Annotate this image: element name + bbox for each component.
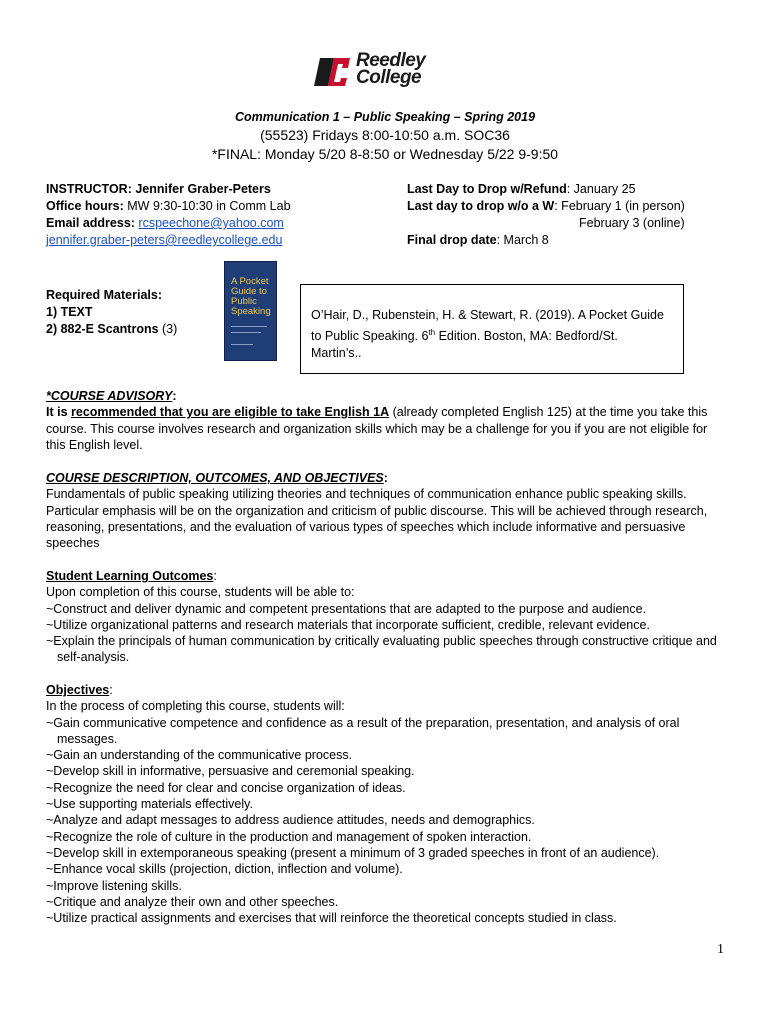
objectives: Objectives: In the process of completing this course, students will: ~Gain communicative competence and confidence as a result of the preparation, presentation, and analysis of oral messages. ~Gain an understanding of the communicative process. ~Develop skill in informative, persuasive and ceremonial speaking. ~Recognize the need for clear and concise organization of ideas. ~Use supporting materials effectively. ~Analyze and adapt messages to address audience attitudes, needs and demographics. ~Recognize the role of culture in the production and management of spoken interaction. ~Develop skill in extemporaneous speaking (present a minimum of 3 graded speeches in front of an audience). ~Enhance vocal skills (projection, diction, inflection and volume). ~Improve listening skills. ~Critique and analyze their own and other speeches. ~Utilize practical assignments and exercises that will reinforce the theoretical concepts studied in class. (46, 682, 726, 926)
list-item: ~Recognize the need for clear and concise organization of ideas. (46, 780, 406, 795)
email-link-2[interactable]: jennifer.graber-peters@reedleycollege.edu (46, 233, 283, 247)
list-item: ~Critique and analyze their own and other speeches. (46, 894, 339, 909)
list-item: ~Gain communicative competence and confidence as a result of the preparation, presentation, and analysis of oral messages. (46, 715, 680, 746)
college-logo-text (356, 52, 425, 86)
list-item: ~Improve listening skills. (46, 878, 182, 893)
final-drop-date: Final drop date: March 8 (407, 233, 549, 247)
course-schedule: (55523) Fridays 8:00-10:50 a.m. SOC36 (260, 127, 510, 143)
advisory-text: It is recommended that you are eligible to take English 1A (already completed English 125) at the time you take this course. This course involves research and organization skills which may be a challenge for you if you are not eligible for this English level. (46, 405, 708, 452)
materials-item-scantrons: 2) 882-E Scantrons (3) (46, 322, 178, 336)
textbook-citation: O’Hair, D., Rubenstein, H. & Stewart, R. (2019). A Pocket Guide to Public Speaking. 6th Edition. Boston, MA: Bedford/St. Martin’s.. (311, 308, 664, 361)
drop-refund-date: Last Day to Drop w/Refund: January 25 (407, 182, 636, 196)
logo-line-2: College (356, 67, 422, 88)
list-item: ~Use supporting materials effectively. (46, 797, 253, 812)
objectives-intro: In the process of completing this course, students will: (46, 699, 345, 714)
final-exam-info: *FINAL: Monday 5/20 8-8:50 or Wednesday 5/22 9-9:50 (211, 146, 559, 162)
drop-no-w-online: February 3 (online) (579, 216, 685, 230)
college-logo (312, 52, 462, 92)
description-heading: COURSE DESCRIPTION, OUTCOMES, AND OBJECTIVES (46, 471, 384, 485)
materials-item-text: 1) TEXT (46, 305, 93, 319)
list-item: ~Utilize organizational patterns and research materials that incorporate sufficient, credible, relevant evidence. (46, 617, 650, 632)
list-item: ~Utilize practical assignments and exercises that will reinforce the theoretical concepts studied in class. (46, 911, 617, 926)
page-number: 1 (717, 942, 724, 957)
email-row: Email address: rcspeechone@yahoo.com (46, 216, 284, 230)
list-item: ~Gain an understanding of the communicative process. (46, 748, 353, 763)
textbook-cover-title: A Pocket Guide to Public Speaking (231, 276, 271, 317)
list-item: ~Develop skill in extemporaneous speaking (present a minimum of 3 graded speeches in front of an audience). (46, 845, 660, 860)
instructor-name: INSTRUCTOR: Jennifer Graber-Peters (46, 182, 271, 196)
student-learning-outcomes: Student Learning Outcomes: Upon completion of this course, students will be able to: ~Construct and deliver dynamic and competent presentations that are adapted to the purpose and audience. ~Utilize organizational patterns and research materials that incorporate sufficient, credible, relevant evidence. ~Explain the principals of human communication by critically evaluating public speeches through constructive critique and self-analysis. (46, 568, 726, 666)
cover-line (231, 332, 261, 333)
drop-no-w-date: Last day to drop w/o a W: February 1 (in person) (407, 199, 685, 213)
textbook-cover-image (224, 261, 277, 361)
slo-intro: Upon completion of this course, students will be able to: (46, 585, 355, 600)
instructor-info (46, 181, 386, 249)
list-item: ~Enhance vocal skills (projection, diction, inflection and volume). (46, 862, 403, 877)
objectives-heading: Objectives (46, 683, 110, 697)
email-link-1[interactable]: rcspeechone@yahoo.com (138, 216, 284, 230)
materials-heading: Required Materials: (46, 288, 163, 302)
office-hours: Office hours: MW 9:30-10:30 in Comm Lab (46, 199, 291, 213)
college-logo-mark-icon (314, 56, 352, 88)
course-description: COURSE DESCRIPTION, OUTCOMES, AND OBJECTIVES: Fundamentals of public speaking utilizing theories and techniques of communication enhance public speaking skills. Particular emphasis will be on the organization and criticism of public discourse. This will be achieved through research, reasoning, presentations, and the evaluation of various types of speeches which include informative and persuasive speeches (46, 470, 726, 551)
course-advisory: *COURSE ADVISORY: It is recommended that you are eligible to take English 1A (already completed English 125) at the time you take this course. This course involves research and organization skills which may be a challenge for you if you are not eligible for this English level. (46, 388, 726, 453)
list-item: ~Analyze and adapt messages to address audience attitudes, needs and demographics. (46, 813, 535, 828)
slo-heading: Student Learning Outcomes (46, 569, 214, 583)
list-item: ~Recognize the role of culture in the production and management of spoken interaction. (46, 829, 532, 844)
drop-dates (407, 181, 737, 249)
list-item: ~Construct and deliver dynamic and competent presentations that are adapted to the purpose and audience. (46, 601, 647, 616)
description-text: Fundamentals of public speaking utilizing theories and techniques of communication enhance public speaking skills. Particular emphasis will be on the organization and criticism of public discourse. This will be achieved through research, reasoning, presentations, and the evaluation of various types of speeches which include informative and persuasive speeches (46, 487, 708, 551)
cover-line (231, 326, 267, 327)
required-materials (46, 287, 216, 338)
cover-line (231, 344, 253, 345)
logo-line-1: Reedley (356, 50, 426, 71)
list-item: ~Develop skill in informative, persuasive and ceremonial speaking. (46, 764, 415, 779)
textbook-citation-box (300, 284, 684, 374)
course-title: Communication 1 – Public Speaking – Spring 2019 (234, 110, 536, 124)
list-item: ~Explain the principals of human communication by critically evaluating public speeches through constructive critique and self-analysis. (46, 634, 717, 665)
advisory-heading: *COURSE ADVISORY (46, 389, 173, 403)
